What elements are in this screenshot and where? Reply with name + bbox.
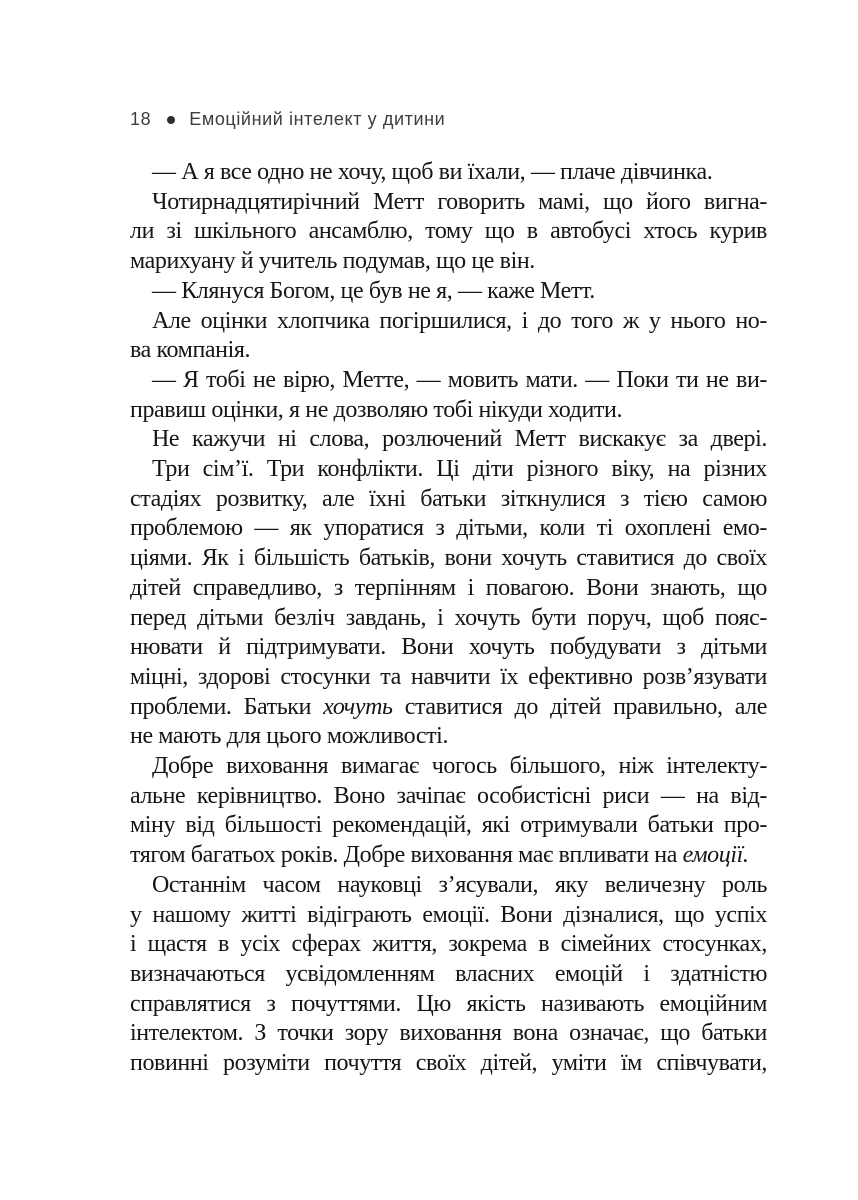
text-line [130,930,767,960]
text-line [130,307,767,337]
text-line [130,188,767,218]
text-segment: дітей справедливо, з терпінням і повагою. Вони знають, що [130,574,767,601]
page-number: 18 [130,109,152,129]
paragraph [130,366,767,425]
text-segment: інтелектом. З точки зору виховання вона означає, що батьки [130,1020,767,1047]
text-segment: марихуану й учитель подумав, що це він. [130,248,535,275]
text-segment: Але оцінки хлопчика погіршилися, і до того ж у нього но- [152,307,767,334]
text-segment: Не кажучи ні слова, розлючений Метт вискакує за двері. [152,426,767,453]
text-segment: міну від більшості рекомендацій, які отримували батьки про- [130,812,767,839]
text-line [130,247,767,277]
text-line [130,663,767,693]
text-line [130,158,767,188]
text-line [130,514,767,544]
paragraph [130,871,767,1079]
text-line [130,544,767,574]
text-line [130,871,767,901]
text-segment: тягом багатьох років. Добре виховання має впливати на [130,842,683,869]
text-segment: Чотирнадцятирічний Метт говорить мамі, що його вигна- [152,188,767,215]
paragraph [130,752,767,871]
paragraph [130,188,767,277]
text-line [130,752,767,782]
emphasis-text: емоції. [682,842,749,869]
text-segment: нювати й підтримувати. Вони хочуть побудувати з дітьми [130,634,767,661]
text-line [130,336,767,366]
running-title: Емоційний інтелект у дитини [189,109,446,129]
text-segment: повинні розуміти почуття своїх дітей, уміти їм співчувати, [130,1050,767,1077]
text-segment: — Клянуся Богом, це був не я, — каже Метт. [152,277,595,304]
text-segment: справлятися з почуттями. Цю якість називають емоційним [130,990,767,1017]
text-segment: визначаються усвідомленням власних емоцій і здатністю [130,960,767,987]
text-segment: правиш оцінки, я не дозволяю тобі нікуди ходити. [130,396,623,423]
text-line [130,782,767,812]
text-line [130,693,767,723]
text-line [130,574,767,604]
running-head [130,109,445,130]
text-line [130,604,767,634]
text-segment: не мають для цього можливості. [130,723,449,750]
text-line [130,990,767,1020]
text-segment: міцні, здорові стосунки та навчити їх ефективно розв’язувати [130,663,767,690]
text-segment: стадіях розвитку, але їхні батьки зіткнулися з тією самою [130,485,767,512]
text-segment: ціями. Як і більшість батьків, вони хочуть ставитися до своїх [130,545,767,572]
text-line [130,396,767,426]
text-segment: альне керівництво. Воно зачіпає особистісні риси — на від- [130,782,767,809]
text-line [130,1019,767,1049]
text-line [130,960,767,990]
text-line [130,811,767,841]
text-line [130,366,767,396]
text-segment: Добре виховання вимагає чогось більшого, ніж інтелекту- [152,753,767,780]
paragraph [130,425,767,455]
emphasis-text: хочуть [323,693,393,720]
text-line [130,722,767,752]
text-segment: ставитися до дітей правильно, але [392,693,767,720]
text-segment: — Я тобі не вірю, Метте, — мовить мати. — Поки ти не ви- [152,366,767,393]
page-body-text [130,158,767,1079]
text-segment: перед дітьми безліч завдань, і хочуть бути поруч, щоб пояс- [130,604,767,631]
text-segment: у нашому житті відіграють емоції. Вони дізналися, що успіх [130,901,767,928]
text-line [130,1049,767,1079]
text-line [130,217,767,247]
text-segment: проблеми. Батьки [130,693,324,720]
text-line [130,901,767,931]
text-line [130,633,767,663]
text-line [130,841,767,871]
paragraph [130,277,767,307]
paragraph [130,455,767,752]
text-segment: Три сім’ї. Три конфлікти. Ці діти різного віку, на різних [152,456,767,483]
text-line [130,425,767,455]
paragraph [130,307,767,366]
text-segment: ва компанія. [130,337,251,364]
text-line [130,277,767,307]
text-line [130,485,767,515]
text-segment: ли зі шкільного ансамблю, тому що в автобусі хтось курив [130,218,767,245]
text-segment: Останнім часом науковці з’ясували, яку величезну роль [152,871,767,898]
text-segment: проблемою — як упоратися з дітьми, коли ті охоплені емо- [130,515,767,542]
text-line [130,455,767,485]
text-segment: і щастя в усіх сферах життя, зокрема в сімейних стосунках, [130,931,767,958]
paragraph [130,158,767,188]
text-segment: — А я все одно не хочу, щоб ви їхали, — плаче дівчинка. [152,159,713,185]
bullet-separator-icon [167,116,175,124]
